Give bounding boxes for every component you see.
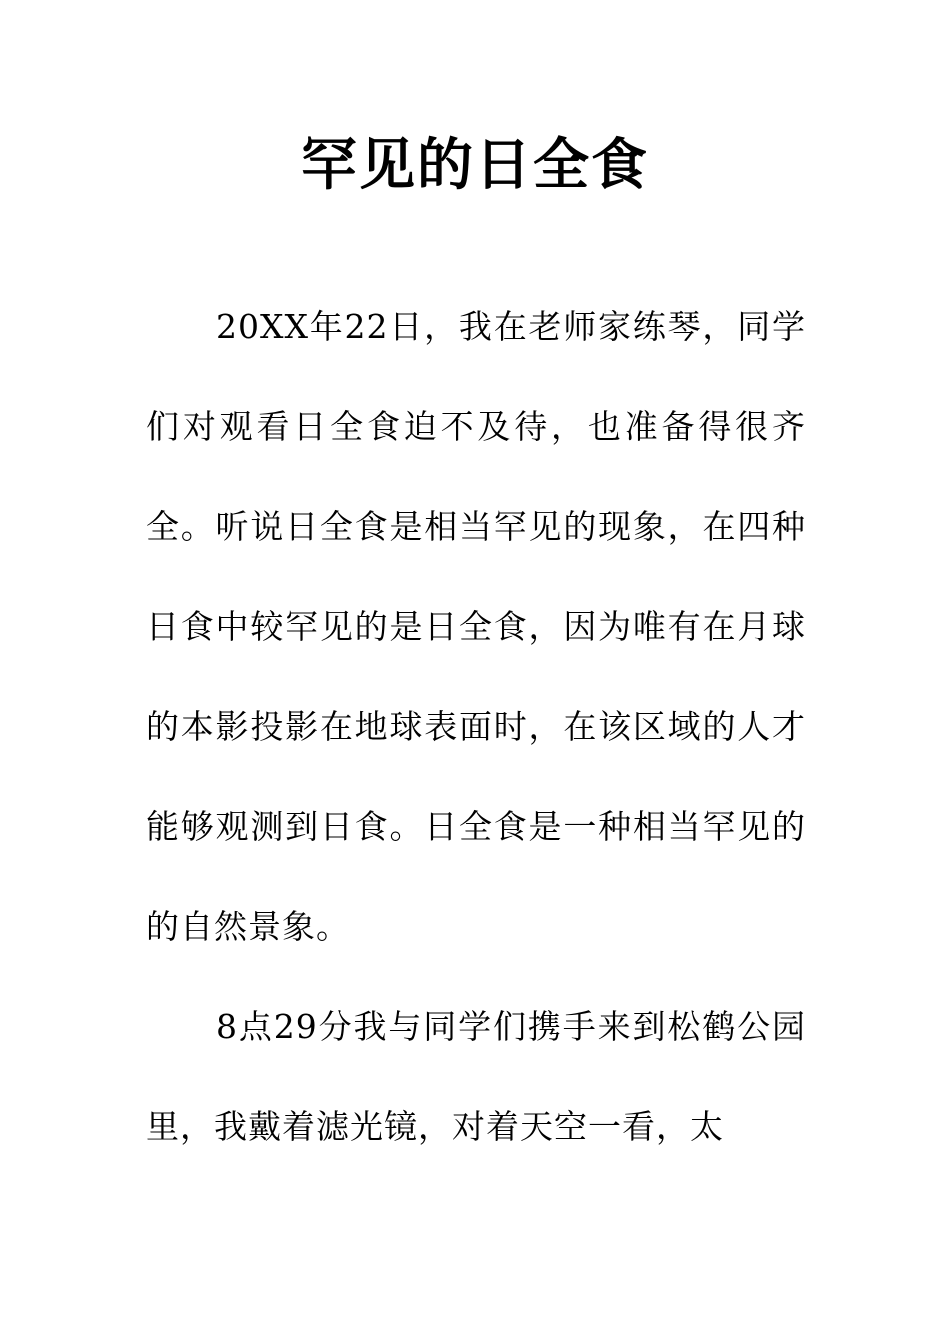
body-paragraph-1 bbox=[146, 277, 806, 977]
paragraph-text: 8点29分我与同学们携手来到松鹤公园里，我戴着滤光镜，对着天空一看，太 bbox=[146, 1007, 806, 1146]
paragraph-text: 20XX年22日，我在老师家练琴，同学们对观看日全食迫不及待，也准备得很齐全。听说日全食是相当罕见的现象，在四种日食中较罕见的是日全食，因为唯有在月球的本影投影在地球表面时，在该区域的人才能够观测到日食。日全食是一种相当罕见的的自然景象。 bbox=[146, 307, 806, 946]
body-paragraph-2 bbox=[146, 977, 806, 1177]
document-title: 罕见的日全食 bbox=[301, 133, 649, 198]
